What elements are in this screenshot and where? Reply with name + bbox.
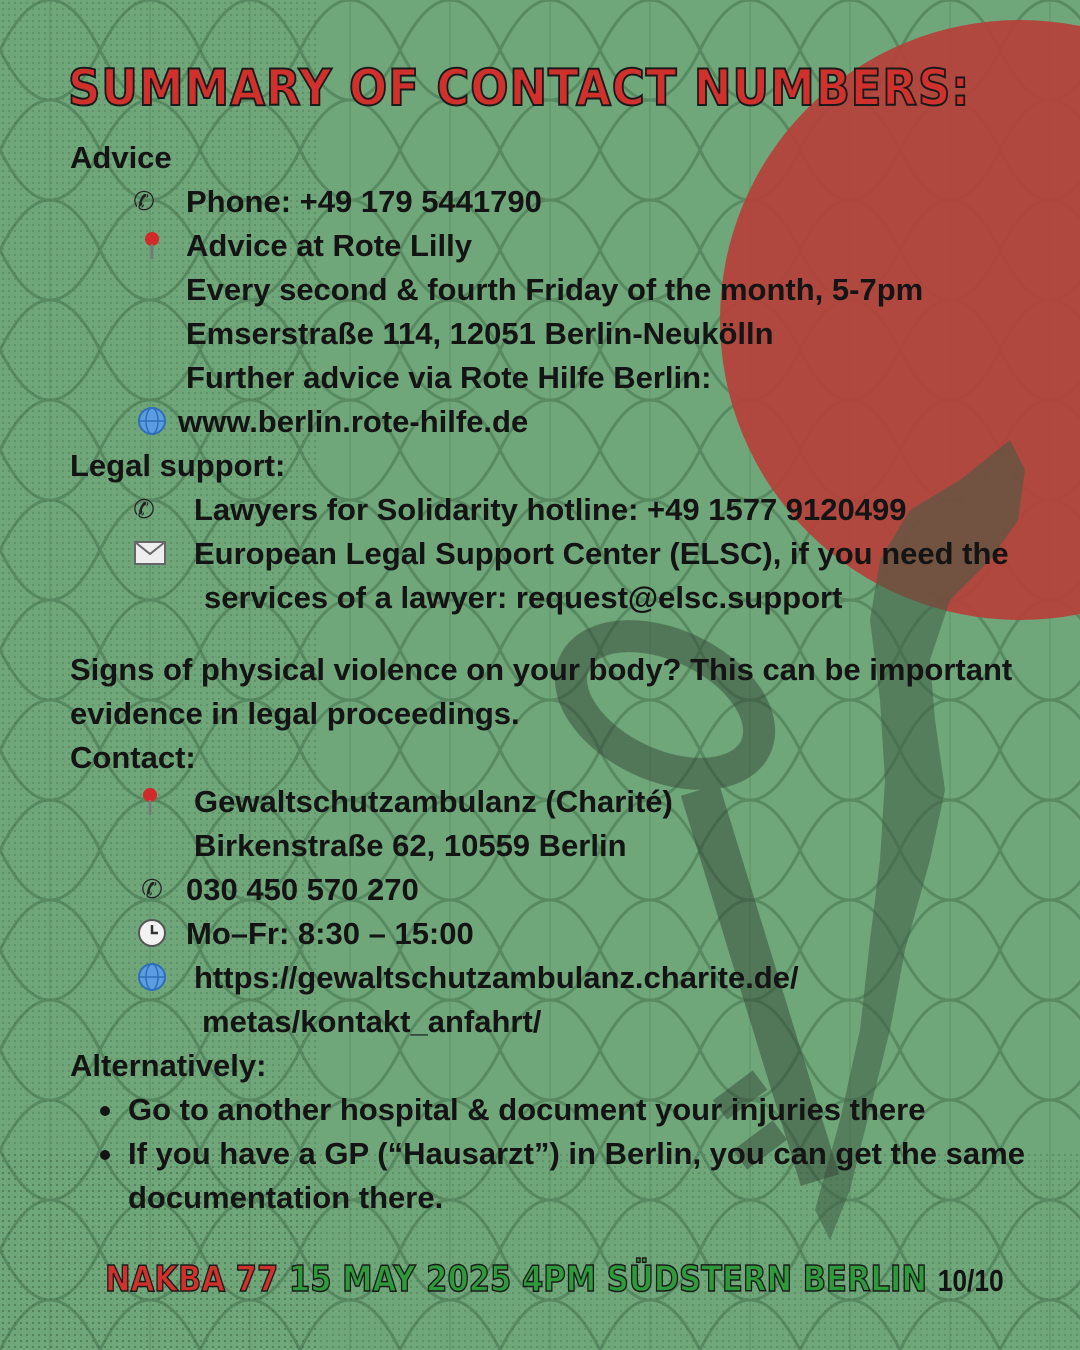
advice-place: Advice at Rote Lilly <box>186 228 472 263</box>
alt-item-2-line2: documentation there. <box>128 1180 444 1215</box>
clock-icon <box>136 917 168 949</box>
violence-line1: Signs of physical violence on your body? This can be important <box>70 652 1013 687</box>
clinic-url-line2[interactable]: metas/kontakt_anfahrt/ <box>202 1004 542 1039</box>
footer-event: NAKBA 77 <box>105 1259 279 1300</box>
footer-details: 15 MAY 2025 4PM SÜDSTERN BERLIN <box>288 1259 928 1300</box>
phone-icon: ✆ <box>133 186 155 216</box>
alternatively-heading: Alternatively: <box>70 1048 267 1083</box>
legal-elsc-line1: European Legal Support Center (ELSC), if you need the <box>194 536 1009 571</box>
advice-website-link[interactable]: www.berlin.rote-hilfe.de <box>178 404 529 439</box>
page-number: 10/10 <box>937 1263 1004 1298</box>
pin-icon <box>136 229 168 261</box>
advice-phone: Phone: +49 179 5441790 <box>186 184 542 219</box>
globe-icon <box>136 405 168 437</box>
bullet <box>100 1150 110 1160</box>
contact-heading: Contact: <box>70 740 196 775</box>
legal-hotline: Lawyers for Solidarity hotline: +49 1577 9120499 <box>194 492 907 527</box>
pin-icon <box>134 785 166 817</box>
clinic-hours: Mo–Fr: 8:30 – 15:00 <box>186 916 474 951</box>
legal-elsc-line2: services of a lawyer: request@elsc.support <box>204 580 843 615</box>
advice-schedule: Every second & fourth Friday of the month, 5-7pm <box>186 272 924 307</box>
page-title: SUMMARY OF CONTACT NUMBERS: <box>68 59 971 117</box>
globe-icon <box>136 961 168 993</box>
phone-icon: ✆ <box>133 494 155 524</box>
advice-further: Further advice via Rote Hilfe Berlin: <box>186 360 712 395</box>
violence-line2: evidence in legal proceedings. <box>70 696 520 731</box>
clinic-url-line1[interactable]: https://gewaltschutzambulanz.charite.de/ <box>194 960 799 995</box>
alt-item-1: Go to another hospital & document your injuries there <box>128 1092 926 1127</box>
footer <box>105 1258 1004 1303</box>
envelope-icon <box>134 537 166 569</box>
clinic-phone: 030 450 570 270 <box>186 872 419 907</box>
legal-heading: Legal support: <box>70 448 286 483</box>
phone-icon: ✆ <box>141 874 163 904</box>
alt-item-2-line1: If you have a GP (“Hausarzt”) in Berlin, you can get the same <box>128 1136 1025 1171</box>
advice-heading: Advice <box>70 140 172 175</box>
advice-address: Emserstraße 114, 12051 Berlin-Neukölln <box>186 316 774 351</box>
clinic-address: Birkenstraße 62, 10559 Berlin <box>194 828 627 863</box>
bullet <box>100 1106 110 1116</box>
clinic-name: Gewaltschutzambulanz (Charité) <box>194 784 673 819</box>
